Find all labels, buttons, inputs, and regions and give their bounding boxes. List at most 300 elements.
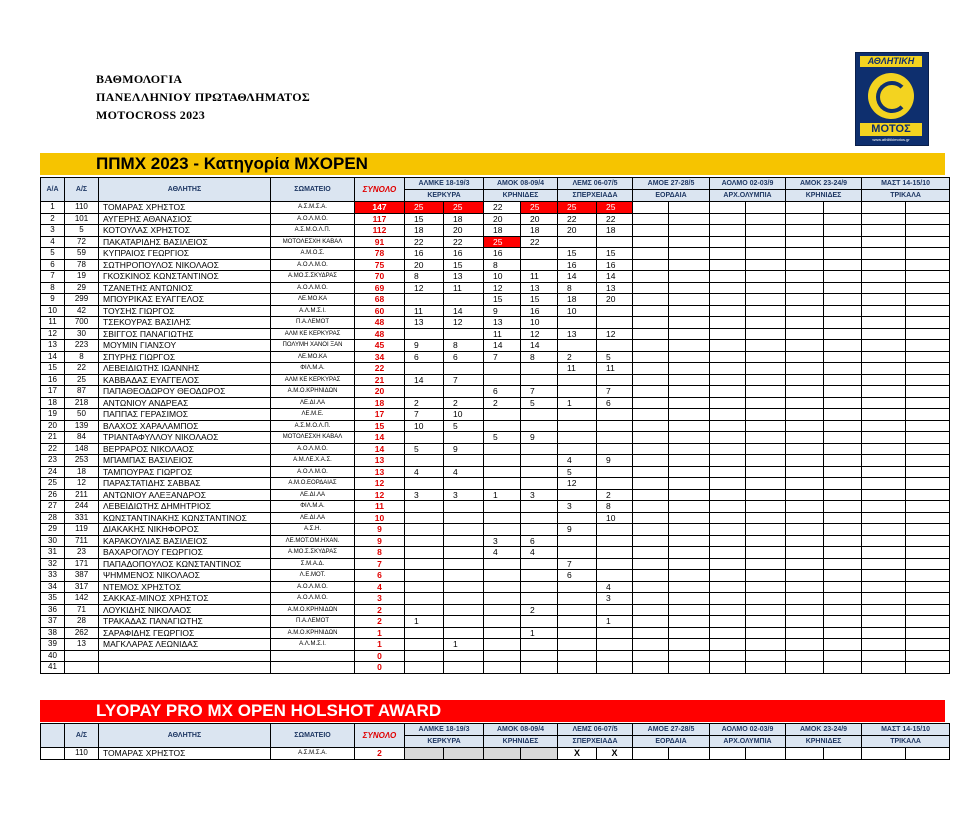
- race-score-cell: 6: [597, 397, 633, 409]
- race-score-cell: [669, 259, 710, 271]
- position-cell: 8: [41, 282, 65, 294]
- race-score-cell: [444, 662, 484, 674]
- race-score-cell: [862, 616, 906, 628]
- club-cell: Α.Σ.Μ.Ο.Λ.Π.: [271, 420, 355, 432]
- race-score-cell: [484, 501, 521, 513]
- position-cell: 23: [41, 455, 65, 467]
- race-score-cell: [746, 501, 786, 513]
- race-score-cell: [786, 535, 824, 547]
- race-score-cell: [786, 409, 824, 421]
- standings-row: [41, 512, 950, 524]
- athlete-name-cell: ΚΑΡΑΚΟΥΛΙΑΣ ΒΑΣΙΛΕΙΟΣ: [99, 535, 271, 547]
- race-score-cell: [862, 328, 906, 340]
- race-score-cell: [521, 466, 558, 478]
- total-points-cell: 70: [355, 271, 405, 283]
- total-points-cell: 2: [355, 616, 405, 628]
- race-score-cell: 12: [558, 478, 597, 490]
- race-score-cell: [710, 294, 746, 306]
- race-score-cell: [862, 501, 906, 513]
- race-score-cell: [444, 294, 484, 306]
- race-score-cell: 22: [597, 213, 633, 225]
- total-points-cell: 117: [355, 213, 405, 225]
- race-score-cell: 12: [521, 328, 558, 340]
- race-score-cell: [710, 248, 746, 260]
- club-cell: Α.Ο.Λ.Μ.Ο.: [271, 282, 355, 294]
- race-score-cell: [484, 593, 521, 605]
- club-cell: Α.Ο.Λ.Μ.Ο.: [271, 581, 355, 593]
- race-score-cell: [786, 581, 824, 593]
- holeshot-title: LYOPAY PRO MX OPEN HOLSHOT AWARD: [96, 701, 442, 720]
- race-score-cell: [597, 627, 633, 639]
- race-score-cell: [906, 328, 950, 340]
- club-cell: ΛΕ.ΔΙ.ΛΑ: [271, 489, 355, 501]
- race-score-cell: [824, 466, 862, 478]
- standings-row: [41, 593, 950, 605]
- athlete-name-cell: ΣΒΙΓΓΟΣ ΠΑΝΑΓΙΩΤΗΣ: [99, 328, 271, 340]
- race-score-cell: [597, 558, 633, 570]
- race-score-cell: 11: [558, 363, 597, 375]
- col-aa-header: Α/Α: [41, 178, 65, 202]
- race-score-cell: [597, 639, 633, 651]
- race-score-cell: [906, 581, 950, 593]
- athlete-name-cell: ΤΣΕΚΟΥΡΑΣ ΒΑΣΙΛΗΣ: [99, 317, 271, 329]
- race-score-cell: [597, 570, 633, 582]
- race-score-cell: 25: [521, 202, 558, 214]
- race-score-cell: [824, 443, 862, 455]
- race-score-cell: 9: [521, 432, 558, 444]
- race-score-cell: 5: [405, 443, 444, 455]
- position-cell: 1: [41, 202, 65, 214]
- race-score-cell: 2: [484, 397, 521, 409]
- position-cell: 20: [41, 420, 65, 432]
- club-cell: ΛΕ.ΜΟ.ΚΑ: [271, 351, 355, 363]
- total-points-cell: 8: [355, 547, 405, 559]
- race-score-cell: [710, 547, 746, 559]
- race-score-cell: [633, 351, 669, 363]
- race-score-cell: 4: [558, 455, 597, 467]
- round-venue-header: ΣΠΕΡΧΕΙΑΔΑ: [558, 190, 633, 202]
- rider-number-cell: 13: [65, 639, 99, 651]
- race-score-cell: 20: [444, 225, 484, 237]
- race-score-cell: [862, 236, 906, 248]
- round-date-header: ΑΛΜΚΕ 18-19/3: [405, 178, 484, 190]
- club-cell: Α.Λ.Μ.Σ.Ι.: [271, 639, 355, 651]
- holeshot-mark-cell: [484, 748, 521, 760]
- holeshot-mark-cell: [746, 748, 786, 760]
- race-score-cell: [633, 604, 669, 616]
- race-score-cell: [710, 236, 746, 248]
- race-score-cell: [906, 639, 950, 651]
- race-score-cell: [824, 616, 862, 628]
- club-cell: ΛΕ.ΔΙ.ΛΑ: [271, 512, 355, 524]
- race-score-cell: 15: [405, 213, 444, 225]
- position-cell: 12: [41, 328, 65, 340]
- rider-number-cell: 299: [65, 294, 99, 306]
- race-score-cell: [906, 662, 950, 674]
- holeshot-mark-cell: [669, 748, 710, 760]
- position-cell: 5: [41, 248, 65, 260]
- race-score-cell: [405, 386, 444, 398]
- round-venue-header: ΚΡΗΝΙΔΕΣ: [786, 190, 862, 202]
- col-club-header: ΣΩΜΑΤΕΙΟ: [271, 724, 355, 748]
- race-score-cell: [862, 374, 906, 386]
- race-score-cell: [824, 386, 862, 398]
- race-score-cell: [633, 501, 669, 513]
- rider-number-cell: [65, 650, 99, 662]
- race-score-cell: [444, 328, 484, 340]
- race-score-cell: [746, 374, 786, 386]
- athlete-name-cell: ΤΟΥΣΗΣ ΓΙΩΡΓΟΣ: [99, 305, 271, 317]
- position-cell: 30: [41, 535, 65, 547]
- race-score-cell: [558, 535, 597, 547]
- athlete-name-cell: ΣΠΥΡΗΣ ΓΙΩΡΓΟΣ: [99, 351, 271, 363]
- race-score-cell: [746, 363, 786, 375]
- race-score-cell: [906, 604, 950, 616]
- race-score-cell: [824, 604, 862, 616]
- race-score-cell: 11: [405, 305, 444, 317]
- race-score-cell: [669, 501, 710, 513]
- rider-number-cell: 253: [65, 455, 99, 467]
- club-cell: Α.ΜΟ.Σ.ΣΚΥΔΡΑΣ: [271, 547, 355, 559]
- race-score-cell: [824, 202, 862, 214]
- race-score-cell: 3: [597, 593, 633, 605]
- race-score-cell: [824, 420, 862, 432]
- total-points-cell: 48: [355, 317, 405, 329]
- race-score-cell: 5: [558, 466, 597, 478]
- col-athlete-header: ΑΘΛΗΤΗΣ: [99, 724, 271, 748]
- athlete-name-cell: [99, 662, 271, 674]
- race-score-cell: [906, 535, 950, 547]
- race-score-cell: [405, 662, 444, 674]
- rider-number-cell: 110: [65, 202, 99, 214]
- race-score-cell: [558, 639, 597, 651]
- athlitiki-motos-logo: [855, 52, 929, 146]
- race-score-cell: 3: [521, 489, 558, 501]
- race-score-cell: 14: [444, 305, 484, 317]
- race-score-cell: [746, 455, 786, 467]
- race-score-cell: [906, 593, 950, 605]
- race-score-cell: [906, 259, 950, 271]
- race-score-cell: [786, 202, 824, 214]
- race-score-cell: [710, 202, 746, 214]
- race-score-cell: 11: [444, 282, 484, 294]
- race-score-cell: [710, 328, 746, 340]
- holeshot-mark-cell: [710, 748, 746, 760]
- round-date-header: ΑΟΛΜΟ 02-03/9: [710, 724, 786, 736]
- race-score-cell: [786, 593, 824, 605]
- position-cell: 10: [41, 305, 65, 317]
- club-cell: Π.Α.ΛΕΜΟΤ: [271, 616, 355, 628]
- rider-number-cell: 139: [65, 420, 99, 432]
- race-score-cell: [824, 328, 862, 340]
- race-score-cell: [862, 397, 906, 409]
- race-score-cell: [633, 397, 669, 409]
- race-score-cell: [862, 547, 906, 559]
- race-score-cell: [633, 248, 669, 260]
- race-score-cell: [710, 558, 746, 570]
- race-score-cell: [633, 650, 669, 662]
- race-score-cell: [444, 581, 484, 593]
- race-score-cell: 16: [597, 259, 633, 271]
- race-score-cell: 4: [597, 581, 633, 593]
- athlete-name-cell: ΑΝΤΩΝΙΟΥ ΑΝΔΡΕΑΣ: [99, 397, 271, 409]
- total-points-cell: 78: [355, 248, 405, 260]
- rider-number-cell: 50: [65, 409, 99, 421]
- race-score-cell: [746, 478, 786, 490]
- race-score-cell: [710, 282, 746, 294]
- race-score-cell: [405, 593, 444, 605]
- race-score-cell: [786, 225, 824, 237]
- race-score-cell: [633, 547, 669, 559]
- race-score-cell: [669, 581, 710, 593]
- race-score-cell: [906, 386, 950, 398]
- total-points-cell: 17: [355, 409, 405, 421]
- athlete-name-cell: ΚΥΠΡΑΙΟΣ ΓΕΩΡΓΙΟΣ: [99, 248, 271, 260]
- race-score-cell: [862, 478, 906, 490]
- race-score-cell: [906, 478, 950, 490]
- race-score-cell: [862, 305, 906, 317]
- race-score-cell: [906, 489, 950, 501]
- rider-number-cell: 42: [65, 305, 99, 317]
- race-score-cell: [558, 593, 597, 605]
- athlete-name-cell: ΛΕΒΕΙΔΙΩΤΗΣ ΙΩΑΝΝΗΣ: [99, 363, 271, 375]
- race-score-cell: [862, 581, 906, 593]
- standings-row: [41, 420, 950, 432]
- race-score-cell: [862, 248, 906, 260]
- position-cell: 19: [41, 409, 65, 421]
- race-score-cell: [633, 616, 669, 628]
- race-score-cell: 11: [484, 328, 521, 340]
- race-score-cell: [405, 639, 444, 651]
- race-score-cell: 7: [405, 409, 444, 421]
- race-score-cell: 22: [521, 236, 558, 248]
- race-score-cell: 1: [558, 397, 597, 409]
- position-cell: 13: [41, 340, 65, 352]
- race-score-cell: [669, 294, 710, 306]
- race-score-cell: [746, 535, 786, 547]
- race-score-cell: [633, 662, 669, 674]
- race-score-cell: [444, 432, 484, 444]
- race-score-cell: 20: [558, 225, 597, 237]
- round-date-header: ΑΜΟΚ 23-24/9: [786, 724, 862, 736]
- athlete-name-cell: ΒΑΧΑΡΟΓΛΟΥ ΓΕΩΡΓΙΟΣ: [99, 547, 271, 559]
- race-score-cell: [746, 317, 786, 329]
- race-score-cell: [633, 478, 669, 490]
- total-points-cell: 4: [355, 581, 405, 593]
- rider-number-cell: 148: [65, 443, 99, 455]
- standings-row: [41, 466, 950, 478]
- race-score-cell: [521, 259, 558, 271]
- total-points-cell: 11: [355, 501, 405, 513]
- race-score-cell: [906, 570, 950, 582]
- race-score-cell: 9: [597, 455, 633, 467]
- race-score-cell: 15: [521, 294, 558, 306]
- race-score-cell: [444, 650, 484, 662]
- rider-number-cell: 262: [65, 627, 99, 639]
- race-score-cell: [710, 363, 746, 375]
- standings-row: [41, 294, 950, 306]
- club-cell: ΛΕ.ΔΙ.ΛΑ: [271, 397, 355, 409]
- race-score-cell: [862, 363, 906, 375]
- race-score-cell: [633, 213, 669, 225]
- race-score-cell: [669, 282, 710, 294]
- race-score-cell: 18: [558, 294, 597, 306]
- race-score-cell: [786, 650, 824, 662]
- race-score-cell: [786, 489, 824, 501]
- race-score-cell: [746, 271, 786, 283]
- standings-row: [41, 213, 950, 225]
- race-score-cell: [906, 455, 950, 467]
- race-score-cell: [521, 639, 558, 651]
- race-score-cell: 4: [521, 547, 558, 559]
- race-score-cell: [669, 409, 710, 421]
- total-points-cell: 0: [355, 662, 405, 674]
- race-score-cell: [786, 420, 824, 432]
- position-cell: 33: [41, 570, 65, 582]
- race-score-cell: 5: [597, 351, 633, 363]
- race-score-cell: [746, 397, 786, 409]
- race-score-cell: [484, 581, 521, 593]
- race-score-cell: 1: [597, 616, 633, 628]
- race-score-cell: [558, 662, 597, 674]
- race-score-cell: [444, 478, 484, 490]
- rider-number-cell: 78: [65, 259, 99, 271]
- athlete-name-cell: ΚΟΤΟΥΛΑΣ ΧΡΗΣΤΟΣ: [99, 225, 271, 237]
- position-cell: 22: [41, 443, 65, 455]
- race-score-cell: 3: [444, 489, 484, 501]
- heading-line-1: ΒΑΘΜΟΛΟΓΙΑ: [96, 72, 183, 86]
- race-score-cell: [633, 489, 669, 501]
- rider-number-cell: 8: [65, 351, 99, 363]
- race-score-cell: [746, 282, 786, 294]
- race-score-cell: [405, 363, 444, 375]
- race-score-cell: [746, 616, 786, 628]
- athlete-name-cell: ΤΟΜΑΡΑΣ ΧΡΗΣΤΟΣ: [99, 202, 271, 214]
- race-score-cell: [824, 639, 862, 651]
- athlete-name-cell: ΤΟΜΑΡΑΣ ΧΡΗΣΤΟΣ: [99, 748, 271, 760]
- race-score-cell: [746, 570, 786, 582]
- standings-row: [41, 535, 950, 547]
- position-cell: 28: [41, 512, 65, 524]
- race-score-cell: [710, 340, 746, 352]
- race-score-cell: [484, 455, 521, 467]
- race-score-cell: [746, 524, 786, 536]
- athlete-name-cell: ΒΕΡΡΑΡΟΣ ΝΙΚΟΛΑΟΣ: [99, 443, 271, 455]
- race-score-cell: [405, 535, 444, 547]
- race-score-cell: [862, 420, 906, 432]
- total-points-cell: 34: [355, 351, 405, 363]
- race-score-cell: [669, 616, 710, 628]
- standings-row: [41, 604, 950, 616]
- col-as-header: Α/Σ: [65, 724, 99, 748]
- race-score-cell: 20: [521, 213, 558, 225]
- race-score-cell: [906, 248, 950, 260]
- race-score-cell: [484, 616, 521, 628]
- rider-number-cell: 218: [65, 397, 99, 409]
- race-score-cell: [484, 374, 521, 386]
- race-score-cell: [862, 259, 906, 271]
- race-score-cell: [710, 225, 746, 237]
- rider-number-cell: 110: [65, 748, 99, 760]
- race-score-cell: [786, 340, 824, 352]
- race-score-cell: [633, 466, 669, 478]
- club-cell: Α.ΜΟ.Σ.ΣΚΥΔΡΑΣ: [271, 271, 355, 283]
- rider-number-cell: 119: [65, 524, 99, 536]
- race-score-cell: [746, 236, 786, 248]
- race-score-cell: [597, 535, 633, 547]
- race-score-cell: [824, 294, 862, 306]
- race-score-cell: [786, 478, 824, 490]
- race-score-cell: [444, 501, 484, 513]
- race-score-cell: 7: [521, 386, 558, 398]
- race-score-cell: [597, 305, 633, 317]
- race-score-cell: [633, 639, 669, 651]
- total-points-cell: 69: [355, 282, 405, 294]
- race-score-cell: 13: [521, 282, 558, 294]
- race-score-cell: [746, 489, 786, 501]
- race-score-cell: [521, 443, 558, 455]
- holeshot-mark-cell: [444, 748, 484, 760]
- standings-row: [41, 501, 950, 513]
- total-points-cell: 13: [355, 466, 405, 478]
- race-score-cell: [484, 524, 521, 536]
- race-score-cell: [669, 443, 710, 455]
- race-score-cell: [669, 466, 710, 478]
- race-score-cell: [405, 501, 444, 513]
- rider-number-cell: 59: [65, 248, 99, 260]
- race-score-cell: [862, 409, 906, 421]
- race-score-cell: 10: [597, 512, 633, 524]
- holeshot-row: [41, 748, 950, 760]
- rider-number-cell: [65, 662, 99, 674]
- race-score-cell: [862, 202, 906, 214]
- race-score-cell: [558, 236, 597, 248]
- race-score-cell: [824, 317, 862, 329]
- athlete-name-cell: ΓΚΟΣΚΙΝΟΣ ΚΩΝΣΤΑΝΤΙΝΟΣ: [99, 271, 271, 283]
- race-score-cell: [710, 535, 746, 547]
- athlete-name-cell: ΠΑΠΑΔΟΠΟΥΛΟΣ ΚΩΝΣΤΑΝΤΙΝΟΣ: [99, 558, 271, 570]
- race-score-cell: [824, 213, 862, 225]
- race-score-cell: [558, 627, 597, 639]
- race-score-cell: 10: [558, 305, 597, 317]
- position-cell: 21: [41, 432, 65, 444]
- race-score-cell: [824, 570, 862, 582]
- athlete-name-cell: ΜΠΟΥΡΙΚΑΣ ΕΥΑΓΓΕΛΟΣ: [99, 294, 271, 306]
- race-score-cell: [597, 340, 633, 352]
- standings-table: [40, 177, 950, 674]
- race-score-cell: [669, 662, 710, 674]
- rider-number-cell: 23: [65, 547, 99, 559]
- athlete-name-cell: ΜΟΥΜΙΝ ΓΙΑΝΣΟΥ: [99, 340, 271, 352]
- holeshot-mark-cell: [786, 748, 824, 760]
- rider-number-cell: 19: [65, 271, 99, 283]
- standings-row: [41, 409, 950, 421]
- race-score-cell: [633, 202, 669, 214]
- race-score-cell: [633, 535, 669, 547]
- race-score-cell: [484, 604, 521, 616]
- race-score-cell: 1: [405, 616, 444, 628]
- race-score-cell: [862, 627, 906, 639]
- race-score-cell: 3: [558, 501, 597, 513]
- position-cell: 2: [41, 213, 65, 225]
- rider-number-cell: 223: [65, 340, 99, 352]
- total-points-cell: 68: [355, 294, 405, 306]
- club-cell: Σ.Μ.Α.Δ.: [271, 558, 355, 570]
- race-score-cell: [862, 351, 906, 363]
- race-score-cell: [906, 305, 950, 317]
- athlete-name-cell: ΣΩΤΗΡΟΠΟΥΛΟΣ ΝΙΚΟΛΑΟΣ: [99, 259, 271, 271]
- race-score-cell: [824, 236, 862, 248]
